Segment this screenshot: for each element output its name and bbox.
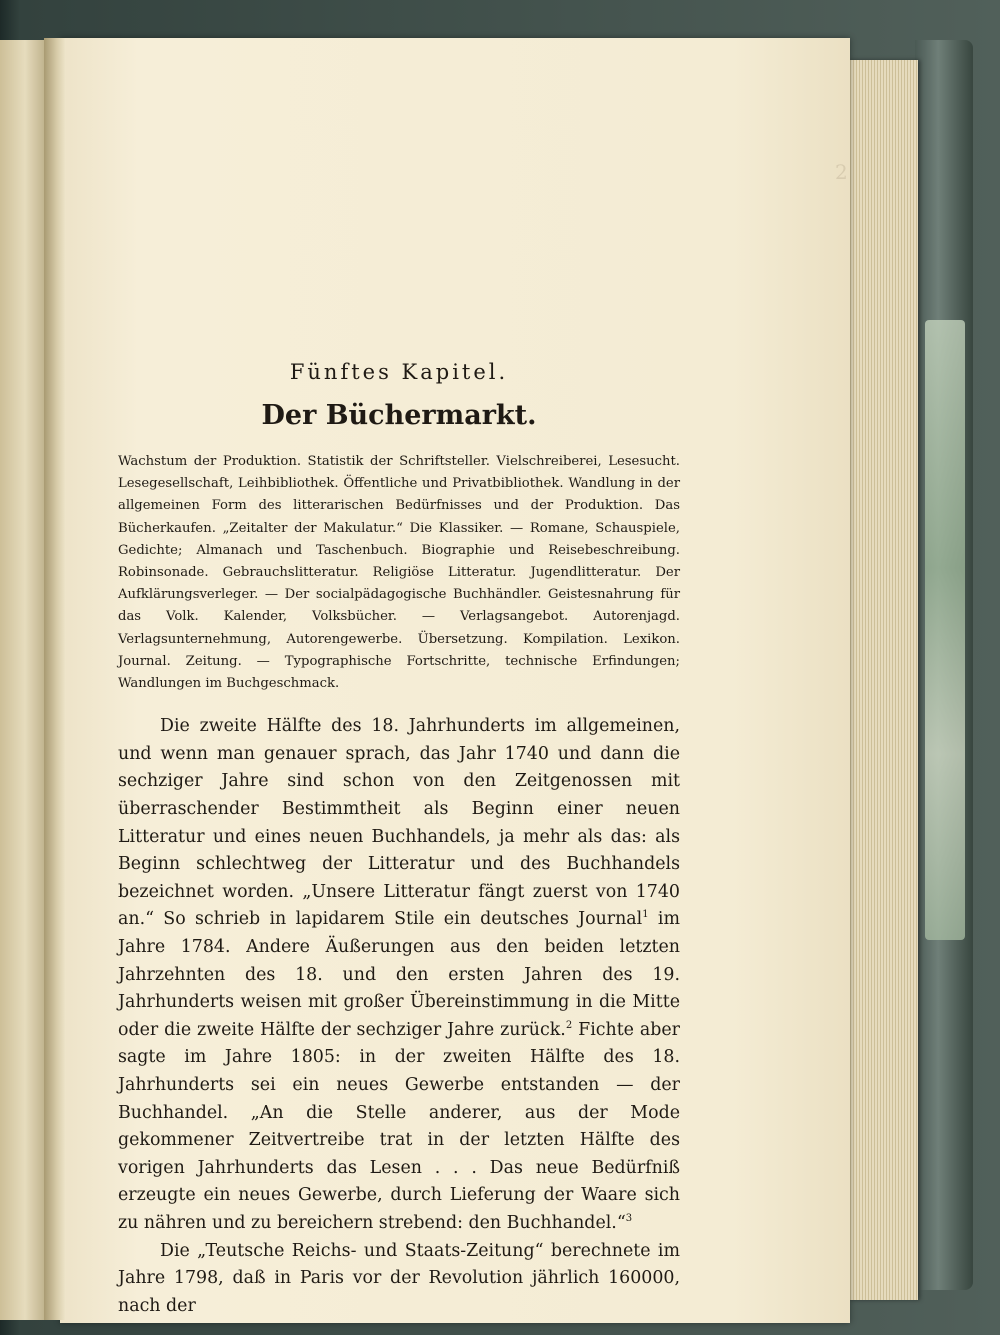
paragraph-text: Fichte aber sagte im Jahre 1805: in der zweiten Hälfte des 18. Jahrhunderts sei ein neues Gewerbe entstanden — der Buchhandel. „An die Stelle anderer, aus der Mode gekommener Zeitvertreibe trat in der letzten Hälfte des vorigen Jahrhunderts das Lesen . . . Das neue Bedürfniß erzeugte ein neues Gewerbe, durch Lieferung der Waare sich zu nähren und zu bereichern strebend: den Buchhandel.“ xyxy=(118,1019,680,1233)
page-content xyxy=(118,360,680,1320)
left-page-edge xyxy=(0,40,50,1320)
footnote-ref: 3 xyxy=(625,1213,633,1225)
cover-marbling xyxy=(925,320,965,940)
gutter xyxy=(44,38,66,1320)
footnote-ref: 1 xyxy=(642,909,649,921)
paragraph-text: Die zweite Hälfte des 18. Jahrhunderts im allgemeinen, und wenn man genauer sprach, das Jahr 1740 und dann die sechziger Jahre sind schon von den Zeitgenossen mit überraschender Bestimmtheit als Beginn einer neuen Litteratur und eines neuen Buchhandels, ja mehr als das: als Beginn schlechtweg der Litteratur und des Buchhandels bezeichnet worden. „Unsere Litteratur fängt zuerst von 1740 an.“ So schrieb in lapidarem Stile ein deutsches Journal xyxy=(118,716,680,930)
paragraph-text: im Jahre 1784. Andere Äußerungen aus den beiden letzten Jahrzehnten des 18. und den ersten Jahren des 19. Jahrhunderts weisen mit großer Übereinstimmung in die Mitte oder die zweite Hälfte der sechziger Jahre zurück. xyxy=(118,909,680,1040)
chapter-title: Der Büchermarkt. xyxy=(261,400,537,431)
chapter-heading: Fünftes Kapitel. xyxy=(289,360,509,384)
page-number: 2 xyxy=(835,160,848,184)
footnote-ref: 2 xyxy=(565,1019,573,1031)
body-paragraph: Die „Teutsche Reichs- und Staats-Zeitung“ berechnete im Jahre 1798, daß in Paris vor der Revolution jährlich 160000, nach der xyxy=(118,1240,680,1316)
body-paragraph xyxy=(118,713,680,1237)
chapter-summary: Wachstum der Produktion. Statistik der Schriftsteller. Vielschreiberei, Lesesucht. Lesegesellschaft, Leihbibliothek. Öffentliche und Privatbibliothek. Wandlung in der allgemeinen Form des litterarischen Bedürfnisses und der Produktion. Das Bücherkaufen. „Zeitalter der Makulatur.“ Die Klassiker. — Romane, Schauspiele, Gedichte; Almanach und Taschenbuch. Biographie und Reisebeschreibung. Robinsonade. Gebrauchslitteratur. Religiöse Litteratur. Jugendlitteratur. Der Aufklärungsverleger. — Der socialpädagogische Buchhändler. Geistesnahrung für das Volk. Kalender, Volksbücher. — Verlagsangebot. Autorenjagd. Verlagsunternehmung, Autorengewerbe. Übersetzung. Kompilation. Lexikon. Journal. Zeitung. — Typographische Fortschritte, technische Erfindungen; Wandlungen im Buchgeschmack. xyxy=(118,454,680,692)
page-edges xyxy=(848,60,918,1300)
